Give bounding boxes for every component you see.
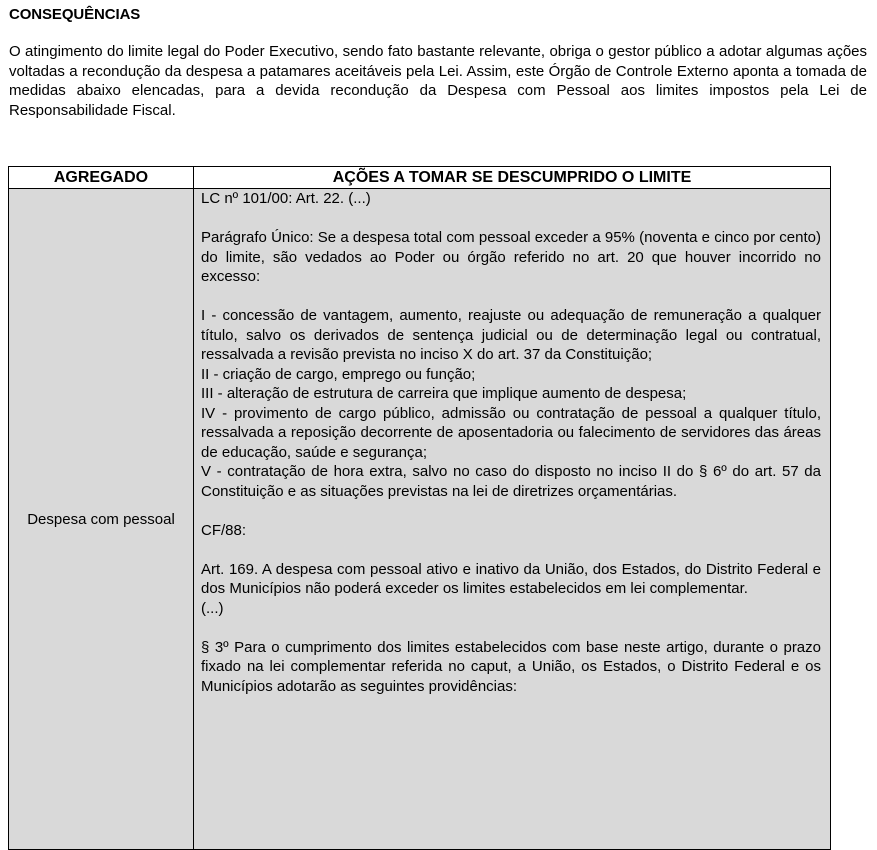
item-ii: II - criação de cargo, emprego ou função; (201, 365, 476, 383)
legal-reference-lc: LC nº 101/00: Art. 22. (...) (201, 190, 371, 207)
item-i: I - concessão de vantagem, aumento, reajuste ou adequação de remuneração a qualquer título, salvo os derivados de sentença judicial ou de determinação legal ou contratual, ressalvada a revisão prevista no inciso X do art. 37 da Constituição; (201, 307, 821, 363)
legal-reference-cf: CF/88: (201, 521, 247, 539)
header-actions: AÇÕES A TOMAR SE DESCUMPRIDO O LIMITE (194, 167, 831, 189)
actions-table (8, 166, 831, 850)
item-iii: III - alteração de estrutura de carreira que implique aumento de despesa; (201, 385, 687, 402)
item-v: V - contratação de hora extra, salvo no caso do disposto no inciso II do § 6º do art. 57 da Constituição e as situações previstas na lei de diretrizes orçamentárias. (201, 463, 821, 500)
paragraph-3: § 3º Para o cumprimento dos limites estabelecidos com base neste artigo, durante o prazo fixado na lei complementar referida no caput, a União, os Estados, o Distrito Federal e os Municípios adotarão as seguintes providências: (201, 638, 821, 695)
item-iv: IV - provimento de cargo público, admissão ou contratação de pessoal a qualquer título, ressalvada a reposição decorrente de aposentadoria ou falecimento de servidores das áreas de educação, saúde e segurança; (201, 404, 821, 461)
table-header-row (9, 167, 831, 189)
section-title: CONSEQUÊNCIAS (9, 6, 141, 23)
actions-cell (194, 189, 831, 850)
header-aggregate: AGREGADO (9, 167, 194, 189)
table-row (9, 189, 831, 850)
art-169: Art. 169. A despesa com pessoal ativo e inativo da União, dos Estados, do Distrito Federal e dos Municípios não poderá exceder os limites estabelecidos em lei complementar. (201, 560, 821, 597)
intro-paragraph: O atingimento do limite legal do Poder Executivo, sendo fato bastante relevante, obriga o gestor público a adotar algumas ações voltadas a recondução da despesa a patamares aceitáveis pela Lei. Assim, este Órgão de Controle Externo aponta a tomada de medidas abaixo elencadas, para a devida recondução da Despesa com Pessoal aos limites impostos pela Lei de Responsabilidade Fiscal. (9, 43, 867, 119)
aggregate-cell: Despesa com pessoal (9, 189, 194, 850)
ellipsis: (...) (201, 599, 224, 617)
paragraph-unico: Parágrafo Único: Se a despesa total com pessoal exceder a 95% (noventa e cinco por cento) do limite, são vedados ao Poder ou órgão referido no art. 20 que houver incorrido no excesso: (201, 229, 821, 285)
